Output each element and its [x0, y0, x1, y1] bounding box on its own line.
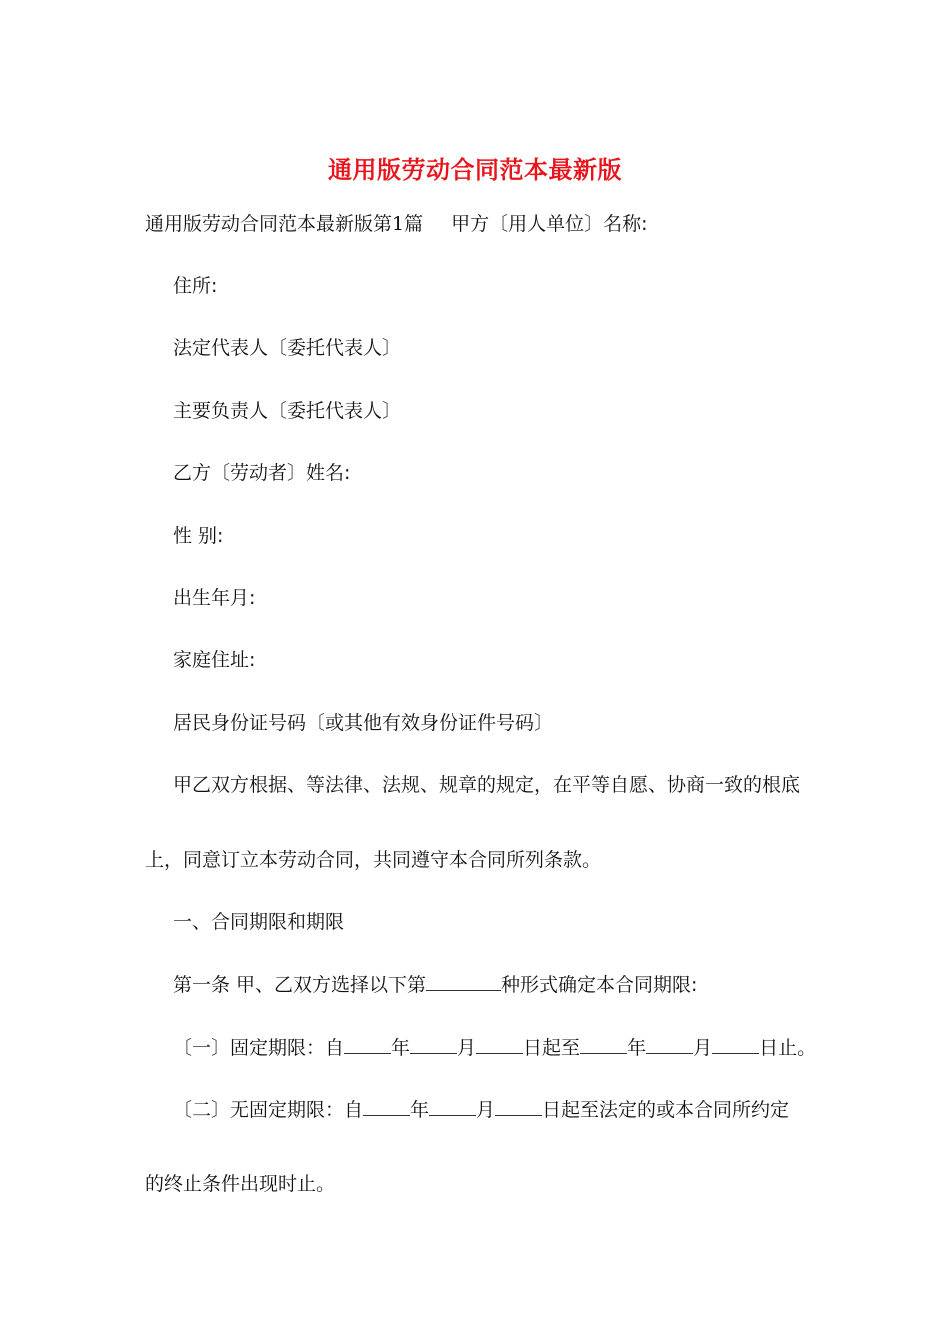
open-term-line-2: 的终止条件出现时止。	[145, 1173, 336, 1195]
preamble-line-1: 甲乙双方根据、等法律、法规、规章的规定，在平等自愿、协商一致的根底	[173, 774, 801, 796]
open-term-rest: 日起至法定的或本合同所约定	[542, 1099, 790, 1121]
article-1	[173, 971, 697, 998]
year-text: 年	[627, 1037, 647, 1059]
birth-label: 出生年月:	[173, 587, 256, 609]
open-term-label: 〔二〕无固定期限：自	[173, 1099, 364, 1121]
day-from-text: 日起至	[523, 1037, 581, 1059]
gender-label: 性 别:	[173, 525, 224, 547]
form-choice-blank	[426, 971, 501, 991]
end-year-blank	[580, 1034, 627, 1054]
open-month-blank	[429, 1096, 476, 1116]
intro-prefix: 通用版劳动合同范本最新版第	[145, 213, 393, 235]
principal-label: 主要负责人〔委托代表人〕	[173, 400, 402, 422]
year-text: 年	[391, 1037, 411, 1059]
day-to-text: 日止。	[759, 1037, 817, 1059]
open-year-blank	[363, 1096, 410, 1116]
party-a-name-label: 甲方〔用人单位〕名称:	[451, 213, 648, 235]
party-b-name-label: 乙方〔劳动者〕姓名:	[173, 462, 351, 484]
intro-number: 1	[392, 213, 405, 235]
intro-suffix: 篇	[404, 213, 424, 235]
start-year-blank	[344, 1034, 391, 1054]
end-day-blank	[712, 1034, 759, 1054]
start-day-blank	[476, 1034, 523, 1054]
section-1-heading: 一、合同期限和期限	[173, 911, 345, 933]
legal-rep-label: 法定代表人〔委托代表人〕	[173, 337, 402, 359]
preamble-line-2: 上，同意订立本劳动合同，共同遵守本合同所列条款。	[145, 849, 602, 871]
article-1-suffix: 种形式确定本合同期限:	[501, 974, 698, 996]
end-month-blank	[646, 1034, 693, 1054]
fixed-term-label: 〔一〕固定期限：自	[173, 1037, 345, 1059]
open-day-blank	[495, 1096, 542, 1116]
month-text: 月	[457, 1037, 477, 1059]
home-address-label: 家庭住址:	[173, 649, 256, 671]
year-text: 年	[410, 1099, 430, 1121]
month-text: 月	[476, 1099, 496, 1121]
intro-line	[145, 211, 648, 237]
document-title: 通用版劳动合同范本最新版	[328, 155, 622, 184]
month-text: 月	[693, 1037, 713, 1059]
id-number-label: 居民身份证号码〔或其他有效身份证件号码〕	[173, 712, 554, 734]
article-1-prefix: 第一条 甲、乙双方选择以下第	[173, 974, 427, 996]
fixed-term-line	[173, 1034, 816, 1061]
open-term-line	[173, 1096, 789, 1123]
start-month-blank	[410, 1034, 457, 1054]
address-label: 住所:	[173, 275, 218, 297]
